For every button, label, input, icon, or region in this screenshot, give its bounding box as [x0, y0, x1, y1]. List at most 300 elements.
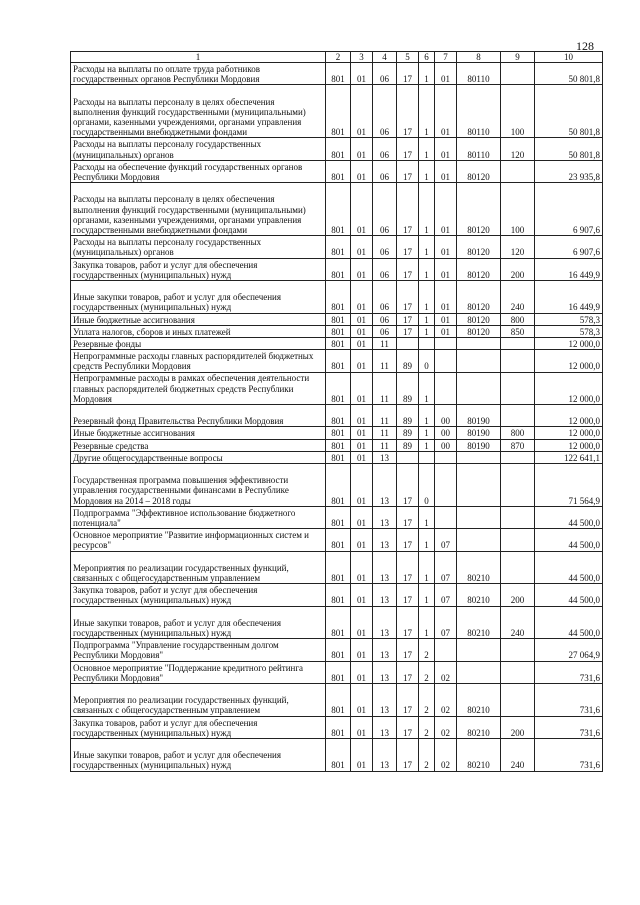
razdel-cell: 01: [351, 551, 373, 584]
measure-cell: 02: [435, 716, 457, 738]
table-row: [71, 427, 603, 439]
row-name-cell: Другие общегосударственные вопросы: [71, 451, 326, 463]
razdel-cell: 01: [351, 236, 373, 258]
direction-cell: 80120: [457, 258, 501, 280]
row-name-cell: Закупка товаров, работ и услуг для обеспечения государственных (муниципальных) нужд: [71, 584, 326, 606]
subprogram-cell: 2: [419, 738, 435, 771]
program-cell: [397, 451, 419, 463]
program-cell: 17: [397, 63, 419, 85]
table-row: [71, 506, 603, 528]
program-cell: 17: [397, 606, 419, 639]
row-name-cell: Резервные фонды: [71, 337, 326, 349]
measure-cell: 01: [435, 280, 457, 313]
direction-cell: 80120: [457, 313, 501, 325]
measure-cell: 07: [435, 529, 457, 551]
measure-cell: 02: [435, 683, 457, 716]
vid-rashodov-cell: 800: [501, 313, 535, 325]
program-cell: [397, 337, 419, 349]
podrazdel-cell: 13: [373, 506, 397, 528]
vedomstvo-cell: 801: [326, 372, 351, 405]
podrazdel-cell: 13: [373, 464, 397, 507]
vedomstvo-cell: 801: [326, 236, 351, 258]
row-name-cell: Мероприятия по реализации государственных функций, связанных с общегосударственным управлением: [71, 551, 326, 584]
vedomstvo-cell: 801: [326, 337, 351, 349]
row-name-cell: Государственная программа повышения эффективности управления государственными финансами в Республике Мордовия на 2014 – 2018 годы: [71, 464, 326, 507]
direction-cell: [457, 337, 501, 349]
measure-cell: 01: [435, 85, 457, 138]
subprogram-cell: [419, 337, 435, 349]
measure-cell: 01: [435, 236, 457, 258]
vid-rashodov-cell: [501, 372, 535, 405]
vid-rashodov-cell: [501, 661, 535, 683]
table-row: [71, 337, 603, 349]
program-cell: 17: [397, 85, 419, 138]
program-cell: 17: [397, 183, 419, 236]
row-name-cell: Расходы на обеспечение функций государственных органов Республики Мордовия: [71, 160, 326, 182]
program-cell: 17: [397, 584, 419, 606]
razdel-cell: 01: [351, 529, 373, 551]
podrazdel-cell: 06: [373, 183, 397, 236]
measure-cell: [435, 506, 457, 528]
table-row: [71, 280, 603, 313]
vedomstvo-cell: 801: [326, 183, 351, 236]
podrazdel-cell: 11: [373, 405, 397, 427]
row-name-cell: Расходы на выплаты персоналу государственных (муниципальных) органов: [71, 138, 326, 160]
program-cell: 17: [397, 160, 419, 182]
direction-cell: 80210: [457, 683, 501, 716]
row-name-cell: Подпрограмма "Эффективное использование бюджетного потенциала": [71, 506, 326, 528]
row-name-cell: Расходы на выплаты по оплате труда работников государственных органов Республики Мордовия: [71, 63, 326, 85]
vedomstvo-cell: 801: [326, 683, 351, 716]
subprogram-cell: 1: [419, 160, 435, 182]
vedomstvo-cell: 801: [326, 584, 351, 606]
vedomstvo-cell: 801: [326, 350, 351, 372]
subprogram-cell: 1: [419, 372, 435, 405]
podrazdel-cell: 13: [373, 551, 397, 584]
amount-cell: 16 449,9: [535, 258, 603, 280]
razdel-cell: 01: [351, 584, 373, 606]
amount-cell: 71 564,9: [535, 464, 603, 507]
podrazdel-cell: 11: [373, 350, 397, 372]
razdel-cell: 01: [351, 313, 373, 325]
vid-rashodov-cell: 240: [501, 738, 535, 771]
subprogram-cell: 0: [419, 464, 435, 507]
amount-cell: 44 500,0: [535, 506, 603, 528]
vid-rashodov-cell: [501, 639, 535, 661]
podrazdel-cell: 13: [373, 451, 397, 463]
razdel-cell: 01: [351, 716, 373, 738]
program-cell: 17: [397, 236, 419, 258]
vedomstvo-cell: 801: [326, 325, 351, 337]
direction-cell: 80190: [457, 427, 501, 439]
table-row: [71, 716, 603, 738]
table-row: [71, 439, 603, 451]
row-name-cell: Расходы на выплаты персоналу в целях обеспечения выполнения функций государственными (муниципальными) органами, казенными учреждениями, органами управления государственными внебюджетными фондами: [71, 85, 326, 138]
table-row: [71, 63, 603, 85]
subprogram-cell: 2: [419, 716, 435, 738]
direction-cell: 80120: [457, 236, 501, 258]
amount-cell: 50 801,8: [535, 63, 603, 85]
column-header-1: 1: [71, 52, 326, 63]
podrazdel-cell: 06: [373, 63, 397, 85]
direction-cell: [457, 661, 501, 683]
vedomstvo-cell: 801: [326, 405, 351, 427]
subprogram-cell: 1: [419, 236, 435, 258]
vid-rashodov-cell: 200: [501, 258, 535, 280]
measure-cell: 01: [435, 183, 457, 236]
program-cell: 89: [397, 350, 419, 372]
vid-rashodov-cell: [501, 529, 535, 551]
table-row: [71, 606, 603, 639]
subprogram-cell: 1: [419, 63, 435, 85]
podrazdel-cell: 13: [373, 661, 397, 683]
column-header-2: 2: [326, 52, 351, 63]
vedomstvo-cell: 801: [326, 160, 351, 182]
subprogram-cell: 1: [419, 85, 435, 138]
podrazdel-cell: 13: [373, 738, 397, 771]
amount-cell: 731,6: [535, 716, 603, 738]
budget-table: [70, 51, 603, 772]
table-row: [71, 350, 603, 372]
row-name-cell: Непрограммные расходы в рамках обеспечения деятельности главных распорядителей бюджетных средств Республики Мордовия: [71, 372, 326, 405]
vid-rashodov-cell: 240: [501, 606, 535, 639]
table-row: [71, 258, 603, 280]
row-name-cell: Основное мероприятие "Поддержание кредитного рейтинга Республики Мордовия": [71, 661, 326, 683]
subprogram-cell: 1: [419, 313, 435, 325]
vid-rashodov-cell: [501, 337, 535, 349]
subprogram-cell: 2: [419, 683, 435, 716]
vedomstvo-cell: 801: [326, 716, 351, 738]
amount-cell: 12 000,0: [535, 427, 603, 439]
vid-rashodov-cell: [501, 464, 535, 507]
vid-rashodov-cell: [501, 63, 535, 85]
razdel-cell: 01: [351, 639, 373, 661]
measure-cell: [435, 350, 457, 372]
table-row: [71, 661, 603, 683]
vedomstvo-cell: 801: [326, 661, 351, 683]
amount-cell: 44 500,0: [535, 606, 603, 639]
vedomstvo-cell: 801: [326, 639, 351, 661]
row-name-cell: Основное мероприятие "Развитие информационных систем и ресурсов": [71, 529, 326, 551]
program-cell: 89: [397, 372, 419, 405]
podrazdel-cell: 13: [373, 606, 397, 639]
podrazdel-cell: 11: [373, 337, 397, 349]
vid-rashodov-cell: 800: [501, 427, 535, 439]
table-row: [71, 551, 603, 584]
measure-cell: 02: [435, 738, 457, 771]
program-cell: 17: [397, 313, 419, 325]
table-row: [71, 325, 603, 337]
program-cell: 17: [397, 529, 419, 551]
vedomstvo-cell: 801: [326, 738, 351, 771]
vid-rashodov-cell: [501, 506, 535, 528]
vid-rashodov-cell: [501, 160, 535, 182]
razdel-cell: 01: [351, 337, 373, 349]
podrazdel-cell: 13: [373, 716, 397, 738]
direction-cell: [457, 372, 501, 405]
razdel-cell: 01: [351, 661, 373, 683]
measure-cell: 00: [435, 427, 457, 439]
amount-cell: 12 000,0: [535, 350, 603, 372]
row-name-cell: Резервные средства: [71, 439, 326, 451]
table-row: [71, 529, 603, 551]
amount-cell: 16 449,9: [535, 280, 603, 313]
table-row: [71, 451, 603, 463]
column-header-5: 5: [397, 52, 419, 63]
column-header-9: 9: [501, 52, 535, 63]
vid-rashodov-cell: [501, 451, 535, 463]
direction-cell: [457, 350, 501, 372]
column-header-10: 10: [535, 52, 603, 63]
subprogram-cell: 1: [419, 258, 435, 280]
direction-cell: 80210: [457, 551, 501, 584]
column-header-7: 7: [435, 52, 457, 63]
column-header-3: 3: [351, 52, 373, 63]
podrazdel-cell: 13: [373, 584, 397, 606]
podrazdel-cell: 13: [373, 529, 397, 551]
table-row: [71, 405, 603, 427]
measure-cell: 07: [435, 584, 457, 606]
podrazdel-cell: 06: [373, 280, 397, 313]
measure-cell: 00: [435, 405, 457, 427]
razdel-cell: 01: [351, 350, 373, 372]
vedomstvo-cell: 801: [326, 427, 351, 439]
vedomstvo-cell: 801: [326, 138, 351, 160]
razdel-cell: 01: [351, 372, 373, 405]
table-row: [71, 464, 603, 507]
amount-cell: 6 907,6: [535, 236, 603, 258]
amount-cell: 578,3: [535, 325, 603, 337]
measure-cell: [435, 337, 457, 349]
header-row: [71, 52, 603, 63]
direction-cell: 80120: [457, 183, 501, 236]
subprogram-cell: 1: [419, 325, 435, 337]
measure-cell: 00: [435, 439, 457, 451]
direction-cell: [457, 529, 501, 551]
razdel-cell: 01: [351, 63, 373, 85]
table-row: [71, 236, 603, 258]
amount-cell: 44 500,0: [535, 551, 603, 584]
direction-cell: 80120: [457, 280, 501, 313]
amount-cell: 50 801,8: [535, 138, 603, 160]
direction-cell: 80190: [457, 439, 501, 451]
column-header-4: 4: [373, 52, 397, 63]
direction-cell: [457, 451, 501, 463]
amount-cell: 23 935,8: [535, 160, 603, 182]
table-body: [71, 63, 603, 772]
row-name-cell: Иные закупки товаров, работ и услуг для обеспечения государственных (муниципальных) нужд: [71, 738, 326, 771]
vedomstvo-cell: 801: [326, 313, 351, 325]
vedomstvo-cell: 801: [326, 506, 351, 528]
razdel-cell: 01: [351, 280, 373, 313]
subprogram-cell: 1: [419, 584, 435, 606]
vedomstvo-cell: 801: [326, 85, 351, 138]
program-cell: 17: [397, 716, 419, 738]
amount-cell: 12 000,0: [535, 439, 603, 451]
vedomstvo-cell: 801: [326, 63, 351, 85]
table-row: [71, 85, 603, 138]
direction-cell: 80110: [457, 138, 501, 160]
amount-cell: 731,6: [535, 738, 603, 771]
direction-cell: 80110: [457, 85, 501, 138]
vid-rashodov-cell: 200: [501, 716, 535, 738]
column-header-6: 6: [419, 52, 435, 63]
vid-rashodov-cell: [501, 683, 535, 716]
program-cell: 17: [397, 683, 419, 716]
measure-cell: 02: [435, 661, 457, 683]
direction-cell: 80210: [457, 716, 501, 738]
measure-cell: 01: [435, 63, 457, 85]
vid-rashodov-cell: 100: [501, 85, 535, 138]
amount-cell: 6 907,6: [535, 183, 603, 236]
subprogram-cell: 1: [419, 506, 435, 528]
direction-cell: 80120: [457, 325, 501, 337]
razdel-cell: 01: [351, 738, 373, 771]
vedomstvo-cell: 801: [326, 464, 351, 507]
program-cell: 89: [397, 405, 419, 427]
program-cell: 17: [397, 258, 419, 280]
direction-cell: [457, 506, 501, 528]
program-cell: 17: [397, 639, 419, 661]
amount-cell: 12 000,0: [535, 337, 603, 349]
vid-rashodov-cell: 120: [501, 236, 535, 258]
razdel-cell: 01: [351, 451, 373, 463]
table-row: [71, 183, 603, 236]
program-cell: 17: [397, 661, 419, 683]
subprogram-cell: 1: [419, 280, 435, 313]
amount-cell: 731,6: [535, 683, 603, 716]
subprogram-cell: 1: [419, 529, 435, 551]
razdel-cell: 01: [351, 258, 373, 280]
row-name-cell: Непрограммные расходы главных распорядителей бюджетных средств Республики Мордовия: [71, 350, 326, 372]
vedomstvo-cell: 801: [326, 439, 351, 451]
razdel-cell: 01: [351, 325, 373, 337]
podrazdel-cell: 06: [373, 313, 397, 325]
table-row: [71, 584, 603, 606]
table-row: [71, 372, 603, 405]
measure-cell: [435, 451, 457, 463]
vedomstvo-cell: 801: [326, 551, 351, 584]
vid-rashodov-cell: 870: [501, 439, 535, 451]
row-name-cell: Закупка товаров, работ и услуг для обеспечения государственных (муниципальных) нужд: [71, 716, 326, 738]
podrazdel-cell: 13: [373, 639, 397, 661]
direction-cell: 80210: [457, 738, 501, 771]
podrazdel-cell: 13: [373, 683, 397, 716]
measure-cell: [435, 372, 457, 405]
amount-cell: 44 500,0: [535, 584, 603, 606]
row-name-cell: Иные закупки товаров, работ и услуг для обеспечения государственных (муниципальных) нужд: [71, 606, 326, 639]
row-name-cell: Уплата налогов, сборов и иных платежей: [71, 325, 326, 337]
direction-cell: 80210: [457, 584, 501, 606]
vid-rashodov-cell: 100: [501, 183, 535, 236]
measure-cell: 01: [435, 160, 457, 182]
row-name-cell: Иные бюджетные ассигнования: [71, 427, 326, 439]
razdel-cell: 01: [351, 160, 373, 182]
row-name-cell: Мероприятия по реализации государственных функций, связанных с общегосударственным управлением: [71, 683, 326, 716]
measure-cell: [435, 639, 457, 661]
podrazdel-cell: 06: [373, 85, 397, 138]
podrazdel-cell: 11: [373, 439, 397, 451]
table-row: [71, 738, 603, 771]
vid-rashodov-cell: 240: [501, 280, 535, 313]
podrazdel-cell: 06: [373, 325, 397, 337]
amount-cell: 50 801,8: [535, 85, 603, 138]
subprogram-cell: 2: [419, 661, 435, 683]
page-number: 128: [576, 39, 594, 53]
vedomstvo-cell: 801: [326, 258, 351, 280]
podrazdel-cell: 11: [373, 427, 397, 439]
program-cell: 89: [397, 427, 419, 439]
vid-rashodov-cell: [501, 350, 535, 372]
table-row: [71, 138, 603, 160]
razdel-cell: 01: [351, 683, 373, 716]
razdel-cell: 01: [351, 183, 373, 236]
direction-cell: 80190: [457, 405, 501, 427]
program-cell: 17: [397, 506, 419, 528]
amount-cell: 12 000,0: [535, 372, 603, 405]
measure-cell: 07: [435, 551, 457, 584]
razdel-cell: 01: [351, 439, 373, 451]
row-name-cell: Подпрограмма "Управление государственным долгом Республики Мордовия": [71, 639, 326, 661]
razdel-cell: 01: [351, 606, 373, 639]
vedomstvo-cell: 801: [326, 451, 351, 463]
program-cell: 17: [397, 464, 419, 507]
vid-rashodov-cell: 120: [501, 138, 535, 160]
program-cell: 17: [397, 280, 419, 313]
direction-cell: [457, 639, 501, 661]
subprogram-cell: 1: [419, 183, 435, 236]
column-header-8: 8: [457, 52, 501, 63]
measure-cell: 01: [435, 258, 457, 280]
amount-cell: 731,6: [535, 661, 603, 683]
vedomstvo-cell: 801: [326, 606, 351, 639]
podrazdel-cell: 06: [373, 160, 397, 182]
program-cell: 17: [397, 551, 419, 584]
razdel-cell: 01: [351, 85, 373, 138]
subprogram-cell: 1: [419, 405, 435, 427]
subprogram-cell: 1: [419, 551, 435, 584]
table-row: [71, 160, 603, 182]
podrazdel-cell: 11: [373, 372, 397, 405]
direction-cell: 80110: [457, 63, 501, 85]
amount-cell: 122 641,1: [535, 451, 603, 463]
subprogram-cell: 1: [419, 439, 435, 451]
table-row: [71, 639, 603, 661]
direction-cell: 80120: [457, 160, 501, 182]
program-cell: 17: [397, 738, 419, 771]
subprogram-cell: 2: [419, 639, 435, 661]
row-name-cell: Закупка товаров, работ и услуг для обеспечения государственных (муниципальных) нужд: [71, 258, 326, 280]
subprogram-cell: 1: [419, 427, 435, 439]
measure-cell: [435, 464, 457, 507]
row-name-cell: Расходы на выплаты персоналу в целях обеспечения выполнения функций государственными (муниципальными) органами, казенными учреждениями, органами управления государственными внебюджетными фондами: [71, 183, 326, 236]
razdel-cell: 01: [351, 506, 373, 528]
measure-cell: 07: [435, 606, 457, 639]
subprogram-cell: 1: [419, 138, 435, 160]
amount-cell: 44 500,0: [535, 529, 603, 551]
row-name-cell: Резервный фонд Правительства Республики Мордовия: [71, 405, 326, 427]
vid-rashodov-cell: [501, 405, 535, 427]
direction-cell: 80210: [457, 606, 501, 639]
table-row: [71, 683, 603, 716]
amount-cell: 578,3: [535, 313, 603, 325]
vedomstvo-cell: 801: [326, 280, 351, 313]
subprogram-cell: 0: [419, 350, 435, 372]
podrazdel-cell: 06: [373, 236, 397, 258]
measure-cell: 01: [435, 313, 457, 325]
row-name-cell: Иные бюджетные ассигнования: [71, 313, 326, 325]
subprogram-cell: [419, 451, 435, 463]
